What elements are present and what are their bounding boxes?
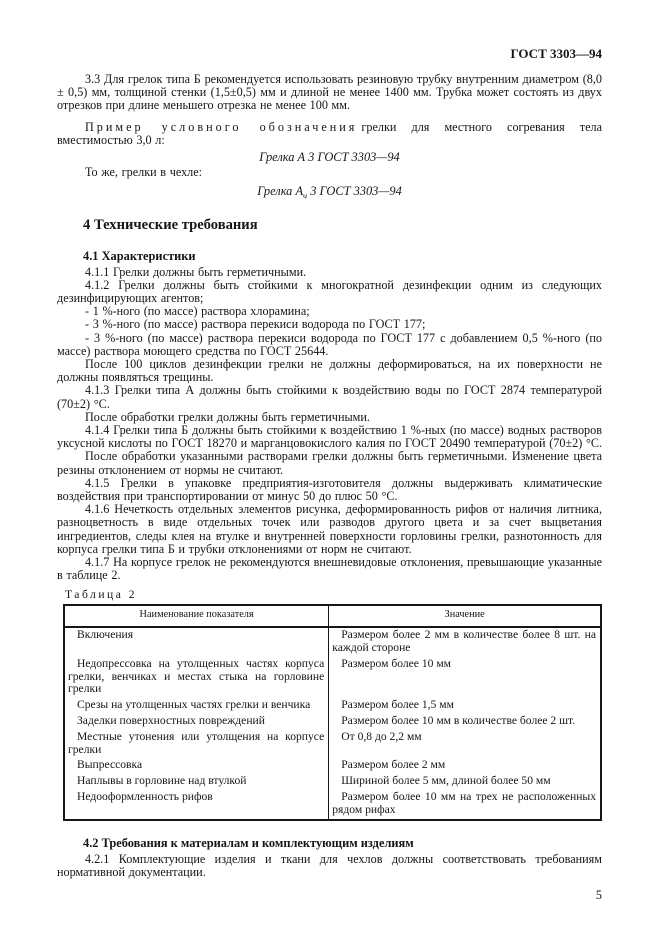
table-row	[64, 714, 601, 730]
indicator-name: Наплывы в горловине над втулкой	[64, 774, 329, 790]
designation-line-2	[57, 185, 602, 203]
list-item-chloramine: - 1 %-ного (по массе) раствора хлорамина;	[85, 304, 310, 319]
section-4-2-heading: 4.2 Требования к материалам и комплектующим изделиям	[83, 835, 414, 850]
table-row	[64, 774, 601, 790]
table-2	[63, 604, 602, 820]
example-intro-rest: грелки для местного согревания тела вместимостью 3,0 л:	[57, 119, 602, 147]
indicator-name: Местные утонения или утолщения на корпусе грелки	[64, 730, 329, 759]
table-row	[64, 730, 601, 759]
paragraph-after-cycles: После 100 циклов дезинфекции грелки не должны деформироваться, на их поверхности не должны появляться трещины.	[57, 356, 602, 385]
list-item-peroxide: - 3 %-ного (по массе) раствора перекиси водорода по ГОСТ 177;	[85, 317, 426, 332]
indicator-name: Заделки поверхностных повреждений	[64, 714, 329, 730]
example-designation-intro	[57, 121, 602, 147]
doc-reference: ГОСТ 3303—94	[510, 46, 602, 61]
paragraph-4-1-1: 4.1.1 Грелки должны быть герметичными.	[85, 264, 307, 279]
indicator-value: Размером более 10 мм в количестве более 2 шт.	[341, 713, 576, 727]
example-label: Пример условного обозначения	[85, 119, 358, 134]
paragraph-4-1-3: 4.1.3 Грелки типа А должны быть стойкими к воздействию воды по ГОСТ 2874 температурой (70±2) °С.	[57, 383, 602, 411]
section-4-1-heading: 4.1 Характеристики	[83, 248, 196, 263]
list-item-peroxide-detergent: - 3 %-ного (по массе) раствора перекиси водорода по ГОСТ 177 с добавлением 0,5 %-ного (по массе) раствора моющего средства по ГОСТ 25644.	[57, 330, 602, 358]
designation-2-subscript: ч	[303, 190, 308, 201]
same-note: То же, грелки в чехле:	[85, 165, 203, 180]
designation-2-prefix: Грелка А	[257, 183, 304, 198]
indicator-name: Срезы на утолщенных частях грелки и венчика	[64, 698, 329, 714]
table-row	[64, 758, 601, 774]
table-2-column-header-value: Значение	[329, 605, 601, 627]
table-row	[64, 790, 601, 820]
paragraph-4-1-4: 4.1.4 Грелки типа Б должны быть стойкими к воздействию 1 %-ных (по массе) водных растворов уксусной кислоты по ГОСТ 18270 и марганцовокислого калия по ГОСТ 20490 температурой (70±2) °С.	[57, 422, 603, 451]
indicator-value: От 0,8 до 2,2 мм	[341, 729, 422, 743]
indicator-name: Недопрессовка на утолщенных частях корпуса грелки, венчиках и местах стыка на горловине грелки	[64, 657, 329, 698]
indicator-value: Размером более 2 мм в количестве более 8 шт. на каждой стороне	[332, 628, 596, 654]
table-row	[64, 627, 601, 657]
table-2-header-row	[64, 605, 601, 627]
table-2-column-header-indicator: Наименование показателя	[64, 605, 329, 627]
indicator-value: Размером более 2 мм	[341, 758, 446, 772]
page-number: 5	[595, 887, 602, 902]
indicator-name: Недооформленность рифов	[64, 790, 329, 820]
designation-line-1: Грелка А 3 ГОСТ 3303—94	[259, 150, 400, 165]
table-row	[64, 657, 601, 698]
page-header	[57, 46, 602, 61]
table-2-label: Таблица 2	[65, 588, 138, 602]
indicator-name: Выпрессовка	[64, 758, 329, 774]
paragraph-3-3: 3.3 Для грелок типа Б рекомендуется использовать резиновую трубку внутренним диаметром (8,0 ± 0,5) мм, толщиной стенки (1,5±0,5) мм и длиной не менее 1400 мм. Трубка может состоять из двух отрезков при длине меньшего отрезка не менее 100 мм.	[57, 72, 602, 113]
indicator-name: Включения	[64, 627, 329, 657]
paragraph-4-1-6: 4.1.6 Нечеткость отдельных элементов рисунка, деформированность рифов от наличия литника, разноцветность в виде отдельных точек или разводов другого цвета и за счет выцветания ингредиентов, следы клея на втулке и внутренней поверхности горловины грелки, разнотонность для корпуса грелки типа Б и трубки отклонениями от норм не считают.	[57, 502, 602, 556]
paragraph-after-4-1-4: После обработки указанными растворами грелки должны быть герметичными. Изменение цвета резины отклонением от нормы не считают.	[57, 449, 602, 477]
paragraph-after-4-1-3: После обработки грелки должны быть герметичными.	[85, 409, 370, 424]
paragraph-4-1-2: 4.1.2 Грелки должны быть стойкими к многократной дезинфекции одним из следующих дезинфицирующих агентов;	[57, 277, 602, 305]
indicator-value: Размером более 10 мм на трех не расположенных рядом рифах	[332, 789, 596, 816]
section-4-heading: 4 Технические требования	[83, 216, 258, 233]
indicator-value: Размером более 10 мм	[341, 656, 452, 670]
indicator-value: Размером более 1,5 мм	[341, 698, 454, 712]
indicator-value: Шириной более 5 мм, длиной более 50 мм	[341, 774, 551, 788]
designation-2-suffix: 3 ГОСТ 3303—94	[307, 183, 402, 198]
table-row	[64, 698, 601, 714]
paragraph-4-1-5: 4.1.5 Грелки в упаковке предприятия-изготовителя должны выдерживать климатические воздействия при транспортировании от минус 50 до плюс 50 °С.	[57, 475, 602, 503]
paragraph-4-2-1: 4.2.1 Комплектующие изделия и ткани для чехлов должны соответствовать требованиям нормативной документации.	[57, 851, 602, 879]
paragraph-4-1-7: 4.1.7 На корпусе грелок не рекомендуются внешневидовые отклонения, превышающие указанные в таблице 2.	[57, 554, 602, 583]
